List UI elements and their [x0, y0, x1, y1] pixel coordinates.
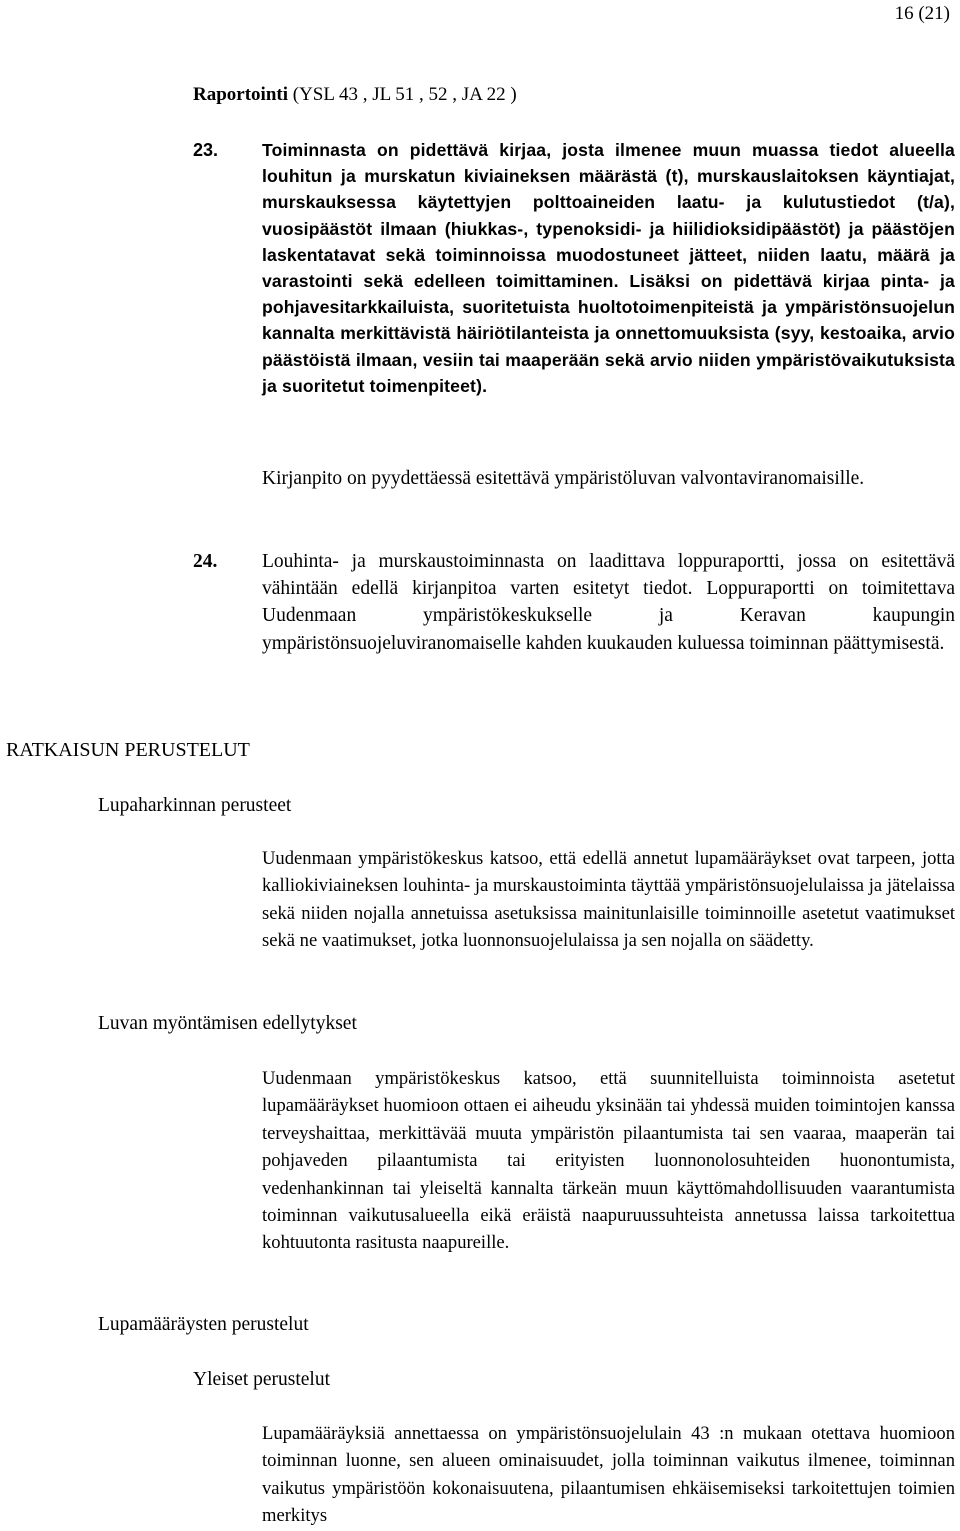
reporting-heading-bold: Raportointi	[193, 84, 288, 105]
heading-lupamaaraysten-perustelut: Lupamääräysten perustelut	[98, 1314, 309, 1335]
item-23-text	[262, 137, 955, 399]
item-24-number: 24.	[193, 551, 218, 572]
reporting-heading	[193, 82, 517, 108]
item-24	[193, 548, 955, 657]
item-23	[193, 137, 955, 399]
heading-lupaharkinnan-perusteet: Lupaharkinnan perusteet	[98, 795, 292, 816]
luvan-myontamisen-edellytykset-text: Uudenmaan ympäristökeskus katsoo, että suunnitelluista toiminnoista asetetut lupamääräykset huomioon ottaen ei aiheudu yksinään tai yhdessä muiden toimintojen kanssa terveyshaittaa, merkittävää muuta ympäristön pilaantumista tai sen vaaraa, maaperän tai pohjaveden pilaantumista tai erityisten luonnonolosuhteiden huonontumista, vedenhankinnan tai yleiseltä kannalta tärkeän muun käyttömahdollisuuden vaarantumista toiminnan vaikutusalueella eikä eräistä naapuruussuhteista annetussa laissa tarkoitettua kohtuutonta rasitusta naapureille.	[262, 1068, 955, 1254]
item-23-number: 23.	[193, 140, 219, 160]
item-23-text-part2: Lisäksi on pidettävä kirjaa pinta- ja pohjavesitarkkailuista, suoritetuista huoltotoimenpiteistä ja ympäristönsuojelun kannalta merkittävistä häiriötilanteista ja onnettomuuksista (syy, kestoaika, arvio päästöistä ilmaan, vesiin tai maaperään sekä arvio niiden ympäristövaikutuksista ja suoritetut toimenpiteet).	[262, 271, 955, 396]
item-23-text-part1: Toiminnasta on pidettävä kirjaa, josta ilmenee muun muassa tiedot alueella louhitun ja murskatun kiviaineksen määrästä (t), murskauslaitoksen käyntiajat, murskauksessa käytettyjen polttoaineiden laatu- ja kulutustiedot (t/a), vuosipäästöt ilmaan (hiukkas-, typenoksidi- ja hiilidioksidipäästöt) ja päästöjen laskentatavat sekä toiminnoissa muodostuneet jätteet, niiden laatu, määrä ja varastointi sekä edelleen toimittaminen.	[262, 140, 955, 292]
heading-luvan-myontamisen-edellytykset: Luvan myöntämisen edellytykset	[98, 1013, 357, 1034]
item-23-followup: Kirjanpito on pyydettäessä esitettävä ympäristöluvan valvontaviranomaisille.	[262, 468, 865, 489]
page-number: 16 (21)	[894, 3, 950, 24]
item-24-text: Louhinta- ja murskaustoiminnasta on laadittava loppuraportti, jossa on esitettävä vähintään edellä kirjanpitoa varten esitetyt tiedot. Loppuraportti on toimitettava Uudenmaan ympäristökeskukselle ja Keravan kaupungin ympäristönsuojeluviranomaiselle kahden kuukauden kuluessa toiminnan päättymisestä.	[262, 551, 955, 654]
section-title-ratkaisun-perustelut: RATKAISUN PERUSTELUT	[6, 739, 250, 761]
yleiset-perustelut-text: Lupamääräyksiä annettaessa on ympäristönsuojelulain 43 :n mukaan otettava huomioon toiminnan luonne, sen alueen ominaisuudet, jolla toiminnan vaikutus ilmenee, toiminnan vaikutus ympäristöön kokonaisuutena, pilaantumisen ehkäisemiseksi tarkoitettujen toimien merkitys	[262, 1423, 955, 1527]
reporting-heading-references: (YSL 43 , JL 51 , 52 , JA 22 )	[288, 84, 517, 105]
lupaharkinnan-perusteet-text: Uudenmaan ympäristökeskus katsoo, että edellä annetut lupamääräykset ovat tarpeen, jotta kalliokiviaineksen louhinta- ja murskaustoiminta täyttää ympäristönsuojelulaissa ja jätelaissa sekä niiden nojalla annetuissa asetuksissa mainitunlaisille toiminnoille asetetut vaatimukset sekä ne vaatimukset, jotka luonnonsuojelulaissa ja sen nojalla on säädetty.	[262, 848, 955, 952]
heading-yleiset-perustelut: Yleiset perustelut	[193, 1369, 331, 1390]
